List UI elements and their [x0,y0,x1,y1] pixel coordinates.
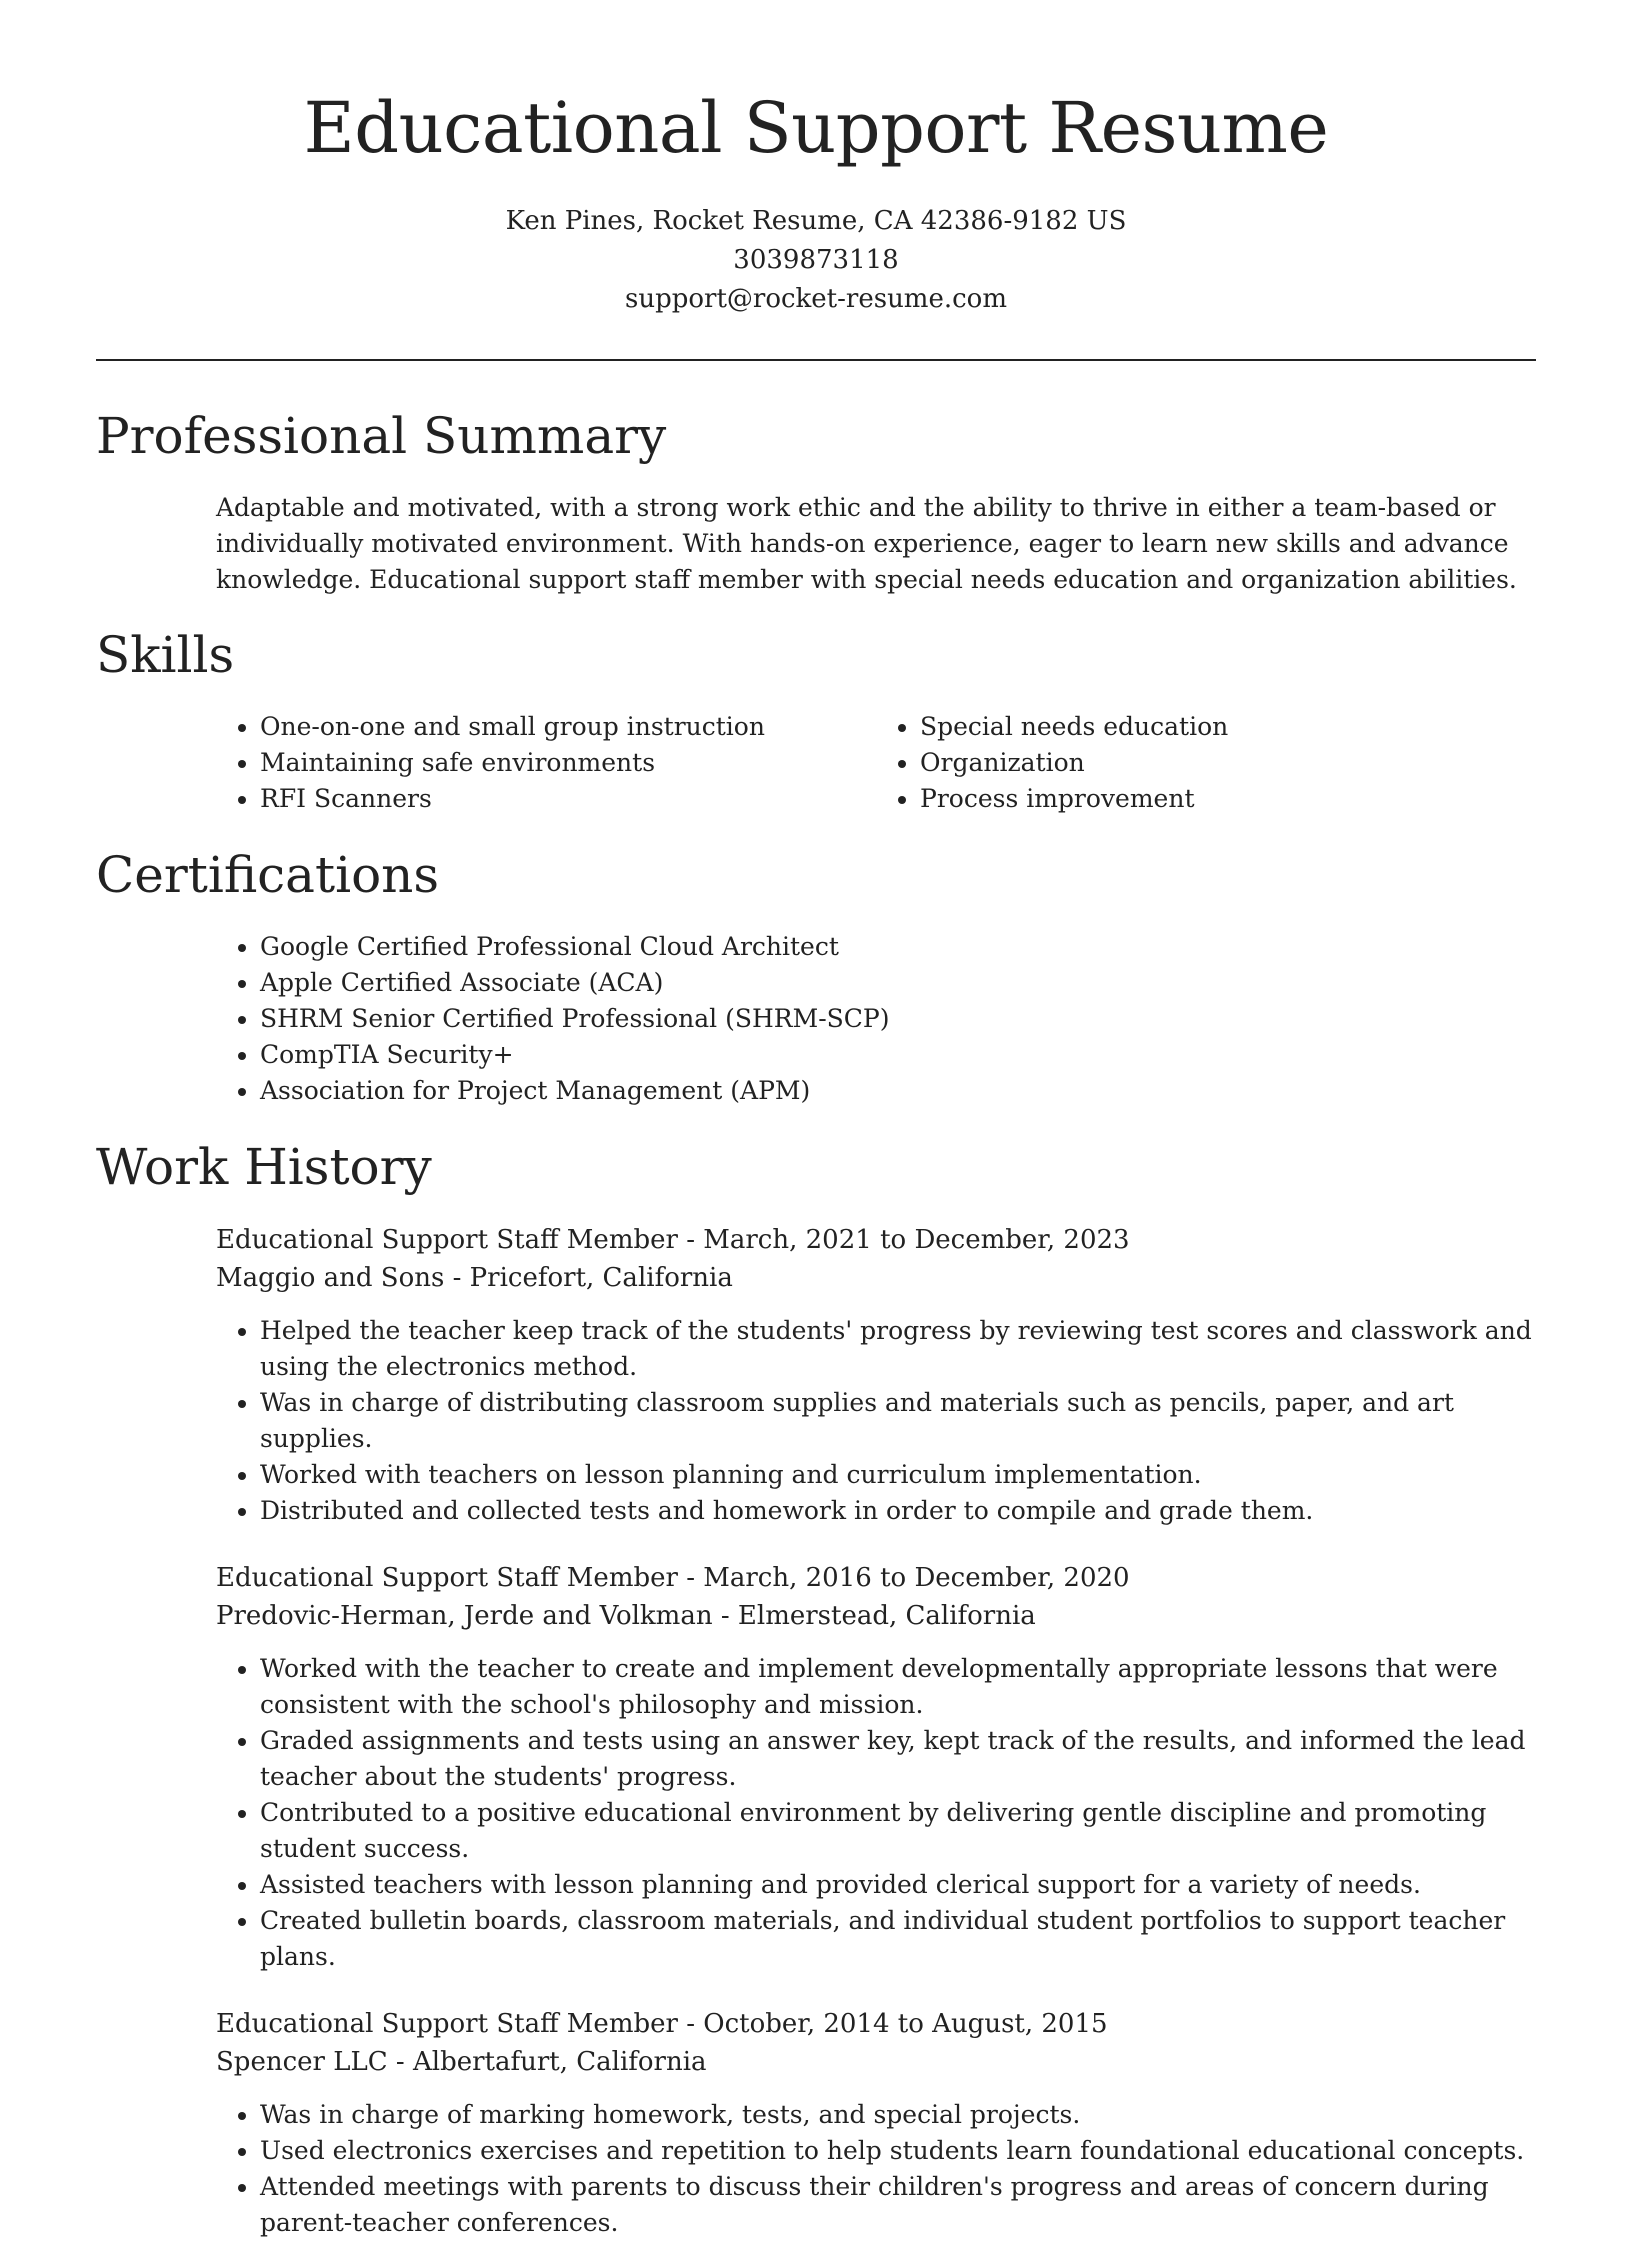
certifications-list [216,929,1536,1109]
contact-address: Ken Pines, Rocket Resume, CA 42386-9182 US [505,206,1127,236]
job-title: Educational Support Staff Member [216,2009,678,2039]
job-dates: - March, 2021 to December, 2023 [677,1225,1130,1255]
job-bullet: • Assisted teachers with lesson planning and provided clerical support for a variety of needs. [260,1867,1536,1903]
certifications-heading: Certifications [96,846,440,904]
job-company: Predovic-Herman, Jerde and Volkman [216,1601,713,1631]
job-bullet: • Helped the teacher keep track of the students' progress by reviewing test scores and classwork and using the electronics method. [260,1313,1536,1385]
job-title-line [216,2005,1536,2043]
job-location: - Albertafurt, California [387,2047,707,2077]
header-divider [96,359,1536,361]
certification-item: • Apple Certified Associate (ACA) [260,965,1536,1001]
job-bullet: • Distributed and collected tests and homework in order to compile and grade them. [260,1493,1536,1529]
job-bullet: • Was in charge of distributing classroom supplies and materials such as pencils, paper, and art supplies. [260,1385,1536,1457]
skills-column-right [876,709,1536,817]
job-location: - Pricefort, California [444,1263,733,1293]
job-bullet: • Contributed to a positive educational environment by delivering gentle discipline and promoting student success. [260,1795,1536,1867]
job-title: Educational Support Staff Member [216,1563,678,1593]
skills-list [96,709,1536,817]
job-company: Maggio and Sons [216,1263,445,1293]
job-bullet: • Used electronics exercises and repetition to help students learn foundational educational concepts. [260,2133,1536,2169]
skill-item: • RFI Scanners [260,781,876,817]
job-bullets [216,2097,1536,2241]
job-location: - Elmerstead, California [712,1601,1036,1631]
job-company: Spencer LLC [216,2047,388,2077]
resume-title: Educational Support Resume [303,87,1329,169]
contact-phone: 3039873118 [733,245,899,275]
skill-item: • Process improvement [920,781,1536,817]
contact-block [96,202,1536,319]
skill-item: • Maintaining safe environments [260,745,876,781]
resume-page [96,0,1536,2241]
summary-text: Adaptable and motivated, with a strong work ethic and the ability to thrive in either a team-based or individually motivated environment. With hands-on experience, eager to learn new skills and advance knowledge. Educational support staff member with special needs education and organization abilities. [216,493,1517,594]
job-bullet: • Worked with the teacher to create and implement developmentally appropriate lessons that were consistent with the school's philosophy and mission. [260,1651,1536,1723]
job-bullet: • Was in charge of marking homework, tests, and special projects. [260,2097,1536,2133]
job-company-line [216,2043,1536,2081]
certification-item: • SHRM Senior Certified Professional (SHRM-SCP) [260,1001,1536,1037]
job-title-line [216,1221,1536,1259]
job-dates: - March, 2016 to December, 2020 [677,1563,1130,1593]
skill-item: • Organization [920,745,1536,781]
job-entry [216,1559,1536,1975]
work-history-heading: Work History [96,1138,432,1196]
job-bullets [216,1313,1536,1529]
job-bullet: • Attended meetings with parents to discuss their children's progress and areas of concern during parent-teacher conferences. [260,2169,1536,2241]
job-bullet: • Worked with teachers on lesson planning and curriculum implementation. [260,1457,1536,1493]
summary-heading: Professional Summary [96,407,667,465]
certification-item: • Google Certified Professional Cloud Architect [260,929,1536,965]
contact-email: support@rocket-resume.com [624,284,1007,314]
job-title: Educational Support Staff Member [216,1225,678,1255]
skills-heading: Skills [96,626,235,684]
skills-column-left [216,709,876,817]
job-bullets [216,1651,1536,1975]
job-title-line [216,1559,1536,1597]
job-company-line [216,1597,1536,1635]
job-dates: - October, 2014 to August, 2015 [677,2009,1108,2039]
certification-item: • Association for Project Management (APM) [260,1073,1536,1109]
skill-item: • One-on-one and small group instruction [260,709,876,745]
certification-item: • CompTIA Security+ [260,1037,1536,1073]
job-company-line [216,1259,1536,1297]
job-bullet: • Created bulletin boards, classroom materials, and individual student portfolios to support teacher plans. [260,1903,1536,1975]
skill-item: • Special needs education [920,709,1536,745]
job-entry [216,2005,1536,2241]
job-entry [216,1221,1536,1529]
job-bullet: • Graded assignments and tests using an answer key, kept track of the results, and informed the lead teacher about the students' progress. [260,1723,1536,1795]
